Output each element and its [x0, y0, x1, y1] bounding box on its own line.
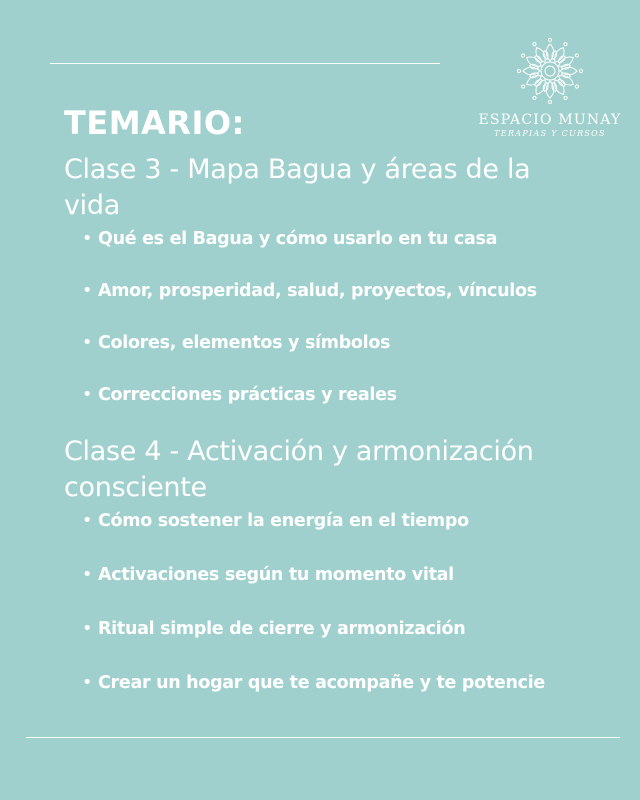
top-divider — [50, 63, 440, 64]
list-item: • Cómo sostener la energía en el tiempo — [82, 508, 552, 534]
brand-tagline: TERAPIAS Y CURSOS — [494, 129, 606, 138]
list-item: • Correcciones prácticas y reales — [82, 382, 552, 408]
brand-logo — [470, 36, 630, 138]
list-item: • Qué es el Bagua y cómo usarlo en tu casa — [82, 226, 552, 252]
mandala-icon — [515, 36, 585, 106]
page-title: TEMARIO: — [64, 104, 245, 142]
section-title-clase-4: Clase 4 - Activación y armonización consciente — [64, 436, 534, 503]
brand-name: ESPACIO MUNAY — [478, 112, 622, 128]
clase-4-list — [82, 508, 552, 696]
list-item: • Colores, elementos y símbolos — [82, 330, 552, 356]
clase-3-list — [82, 226, 552, 408]
section-title-clase-3: Clase 3 - Mapa Bagua y áreas de la vida — [64, 154, 531, 221]
bottom-divider — [26, 737, 620, 738]
list-item: • Crear un hogar que te acompañe y te potencie — [82, 670, 552, 696]
list-item: • Ritual simple de cierre y armonización — [82, 616, 552, 642]
list-item: • Amor, prosperidad, salud, proyectos, vínculos — [82, 278, 552, 304]
list-item: • Activaciones según tu momento vital — [82, 562, 552, 588]
